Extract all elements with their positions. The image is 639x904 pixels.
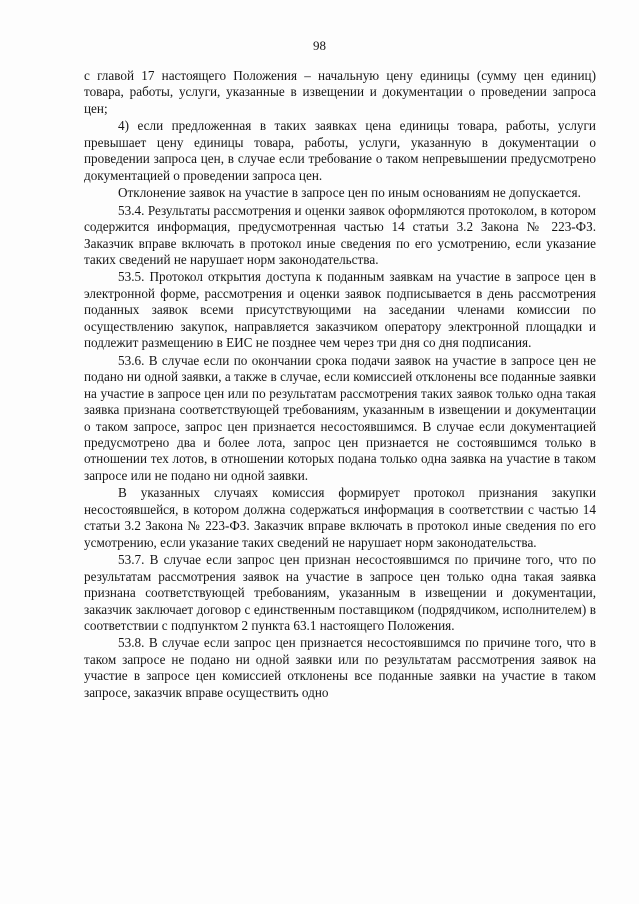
paragraph-item-4: 4) если предложенная в таких заявках цена единицы товара, работы, услуги превышает цену единицы товара, работы, услуги, указанную в документации о проведении запроса цен, в случае если требование о таком непревышении предусмотрено документацией о проведении запроса цен. — [84, 118, 596, 183]
paragraph-continuation: с главой 17 настоящего Положения – начальную цену единицы (сумму цен единиц) товара, работы, услуги, указанные в извещении и документации о проведении запроса цен; — [84, 68, 596, 116]
paragraph-53-6-continued: В указанных случаях комиссия формирует протокол признания закупки несостоявшейся, в котором должна содержаться информация в соответствии с частью 14 статьи 3.2 Закона № 223-ФЗ. Заказчик вправе включать в протокол иные сведения по его усмотрению, если указание таких сведений не нарушает норм законодательства. — [84, 485, 596, 550]
paragraph-53-7: 53.7. В случае если запрос цен признан несостоявшимся по причине того, что по результатам рассмотрения заявок на участие в запросе цен только одна такая заявка признана соответствующей требованиям, указанным в извещении и документации, заказчик заключает договор с единственным поставщиком (подрядчиком, исполнителем) в соответствии с подпунктом 2 пункта 63.1 настоящего Положения. — [84, 552, 596, 633]
body-text — [84, 68, 596, 702]
paragraph-rejection-note: Отклонение заявок на участие в запросе цен по иным основаниям не допускается. — [118, 185, 581, 201]
paragraph-53-4: 53.4. Результаты рассмотрения и оценки заявок оформляются протоколом, в котором содержится информация, предусмотренная частью 14 статьи 3.2 Закона № 223-ФЗ. Заказчик вправе включать в протокол иные сведения по его усмотрению, если указание таких сведений не нарушает норм законодательства. — [84, 202, 596, 267]
paragraph-53-8: 53.8. В случае если запрос цен признается несостоявшимся по причине того, что в таком запросе не подано ни одной заявки или по результатам рассмотрения заявок на участие в запросе цен комиссией отклонены все поданные заявки на участие в таком запросе, заказчик вправе осуществить одно — [84, 635, 596, 700]
paragraph-53-6: 53.6. В случае если по окончании срока подачи заявок на участие в запросе цен не подано ни одной заявки, а также в случае, если комиссией отклонены все поданные заявки на участие в запросе цен или по результатам рассмотрения таких заявок только одна такая заявка признана соответствующей требованиям, указанным в извещении и документации о таком запросе, запрос цен признается несостоявшимся. В случае если документацией предусмотрено два и более лота, запрос цен признается не состоявшимся только в отношении тех лотов, в отношении которых подана только одна заявка на участие в таком запросе или не подано ни одной заявки. — [84, 352, 596, 483]
paragraph-53-5: 53.5. Протокол открытия доступа к поданным заявкам на участие в запросе цен в электронной форме, рассмотрения и оценки заявок подписывается в день рассмотрения поданных заявок всеми присутствующими на заседании членами комиссии по осуществлению закупок, направляется заказчиком оператору электронной площадки и подлежит размещению в ЕИС не позднее чем через три дня со дня подписания. — [84, 269, 596, 351]
page-number: 98 — [313, 38, 326, 53]
